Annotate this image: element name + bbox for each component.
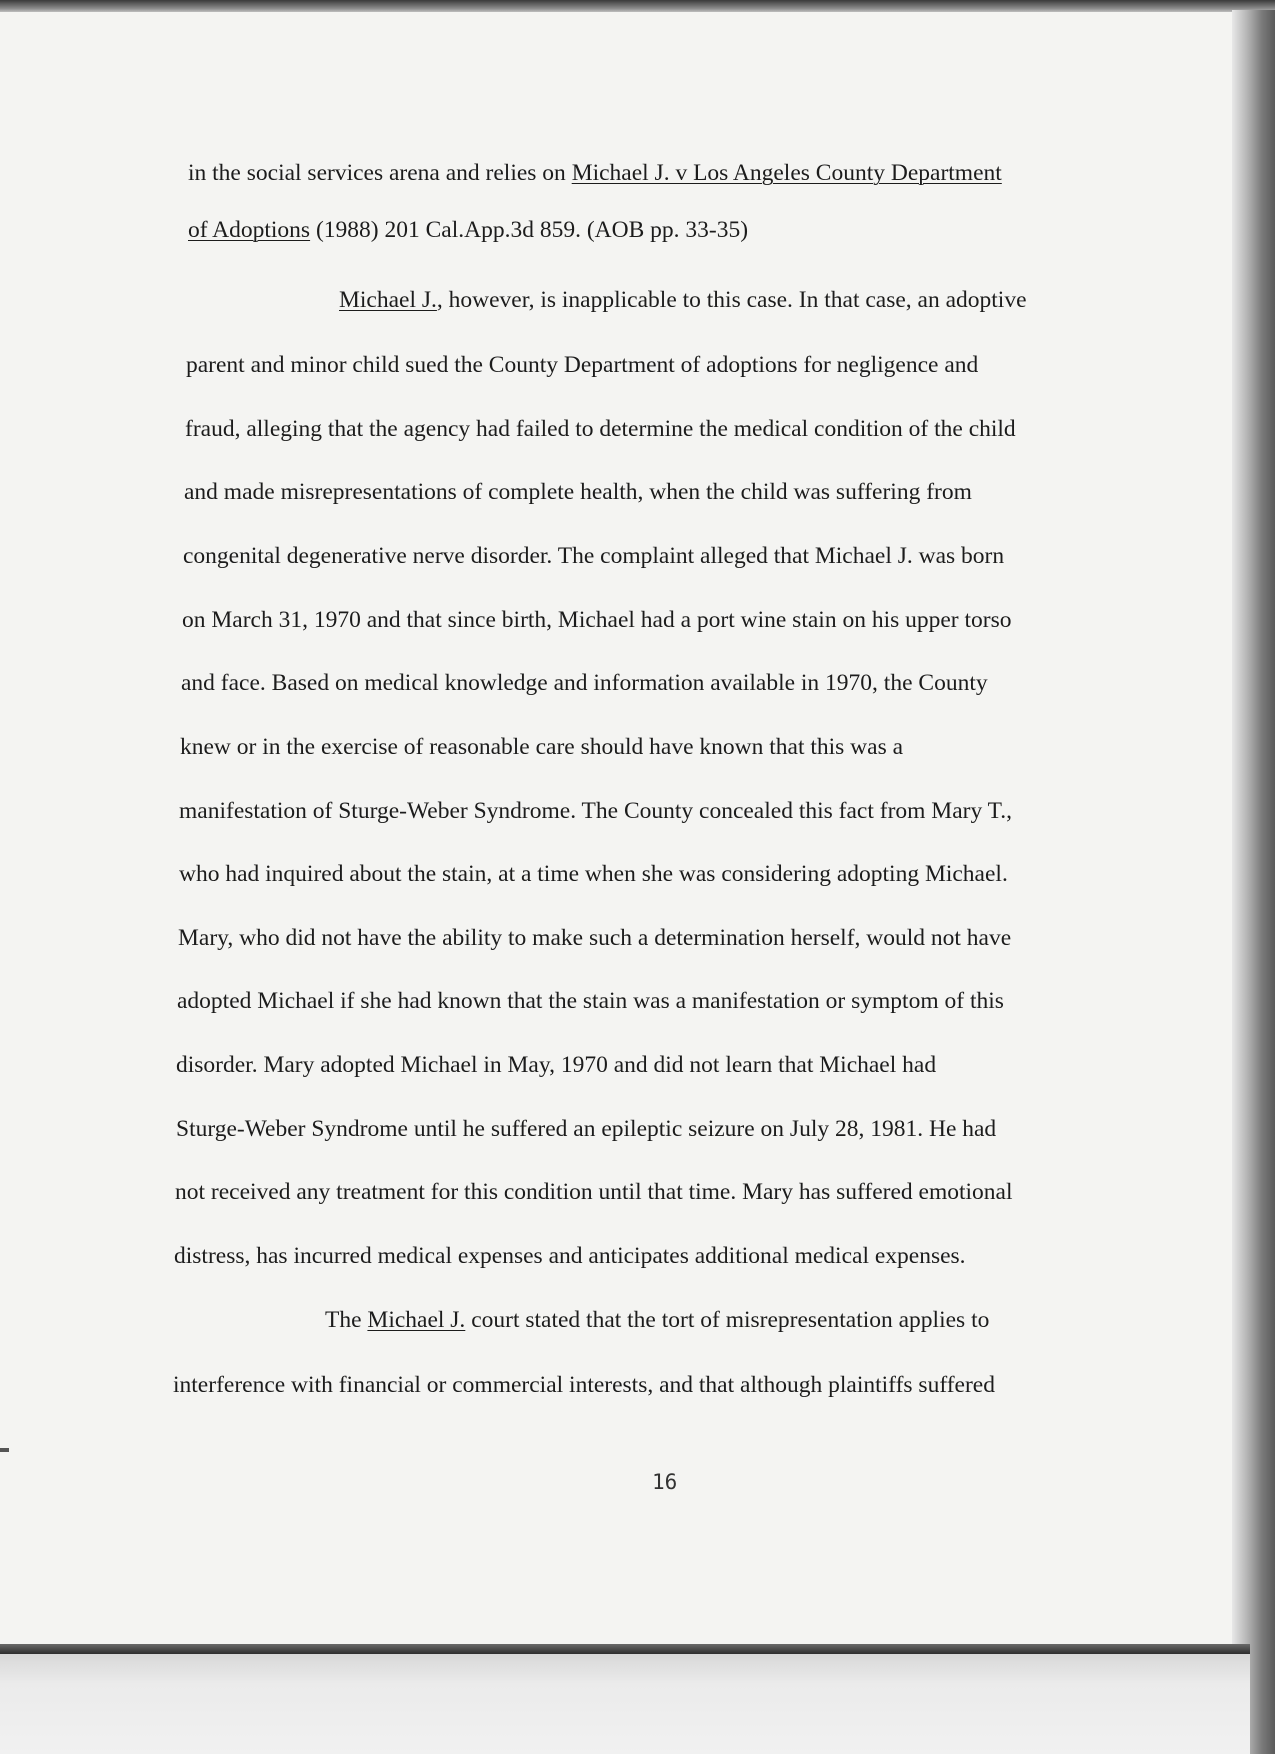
page-number: 16 [652, 1470, 678, 1494]
text-line: disorder. Mary adopted Michael in May, 1970 and did not learn that Michael had [176, 1052, 937, 1078]
text-line: and made misrepresentations of complete health, when the child was suffering from [184, 479, 972, 505]
scanner-bed [0, 1654, 1250, 1754]
line-text: court stated that the tort of misrepresentation applies to [465, 1307, 990, 1333]
text-line: who had inquired about the stain, at a time when she was considering adopting Michael. [179, 861, 1008, 887]
text-line [188, 158, 1002, 188]
text-line: fraud, alleging that the agency had failed to determine the medical condition of the child [185, 416, 1016, 442]
text-line: not received any treatment for this condition until that time. Mary has suffered emotional [175, 1179, 1013, 1205]
text-line [339, 285, 1027, 315]
text-line: adopted Michael if she had known that the stain was a manifestation or symptom of this [177, 988, 1004, 1014]
case-citation: of Adoptions [188, 217, 311, 243]
text-line: knew or in the exercise of reasonable care should have known that this was a [180, 734, 904, 760]
text-line: Sturge-Weber Syndrome until he suffered an epileptic seizure on July 28, 1981. He had [176, 1116, 997, 1142]
text-line [188, 215, 748, 245]
text-line: parent and minor child sued the County Department of adoptions for negligence and [186, 352, 979, 378]
text-line: on March 31, 1970 and that since birth, Michael had a port wine stain on his upper torso [182, 607, 1012, 633]
page-bottom-edge [0, 1644, 1250, 1654]
text-line: distress, has incurred medical expenses and anticipates additional medical expenses. [174, 1243, 966, 1269]
case-citation: Michael J. [339, 287, 437, 313]
line-text: , however, is inapplicable to this case. In that case, an adoptive [436, 287, 1027, 313]
binding-shadow [1232, 10, 1275, 1754]
text-line: interference with financial or commercial interests, and that although plaintiffs suffered [173, 1372, 995, 1398]
line-text: in the social services arena and relies on [188, 160, 572, 186]
margin-mark [0, 1448, 9, 1452]
document-page [0, 12, 1248, 1652]
text-line: congenital degenerative nerve disorder. The complaint alleged that Michael J. was born [183, 543, 1005, 569]
line-text: The [325, 1307, 368, 1333]
text-line: manifestation of Sturge-Weber Syndrome. The County concealed this fact from Mary T., [179, 798, 1013, 824]
text-line: Mary, who did not have the ability to make such a determination herself, would not have [178, 925, 1012, 951]
case-citation: Michael J. v Los Angeles County Department [571, 160, 1002, 186]
text-line: and face. Based on medical knowledge and information available in 1970, the County [181, 670, 988, 696]
line-text: (1988) 201 Cal.App.3d 859. (AOB pp. 33-35) [310, 217, 749, 243]
case-citation: Michael J. [367, 1307, 466, 1333]
text-line [325, 1305, 989, 1335]
